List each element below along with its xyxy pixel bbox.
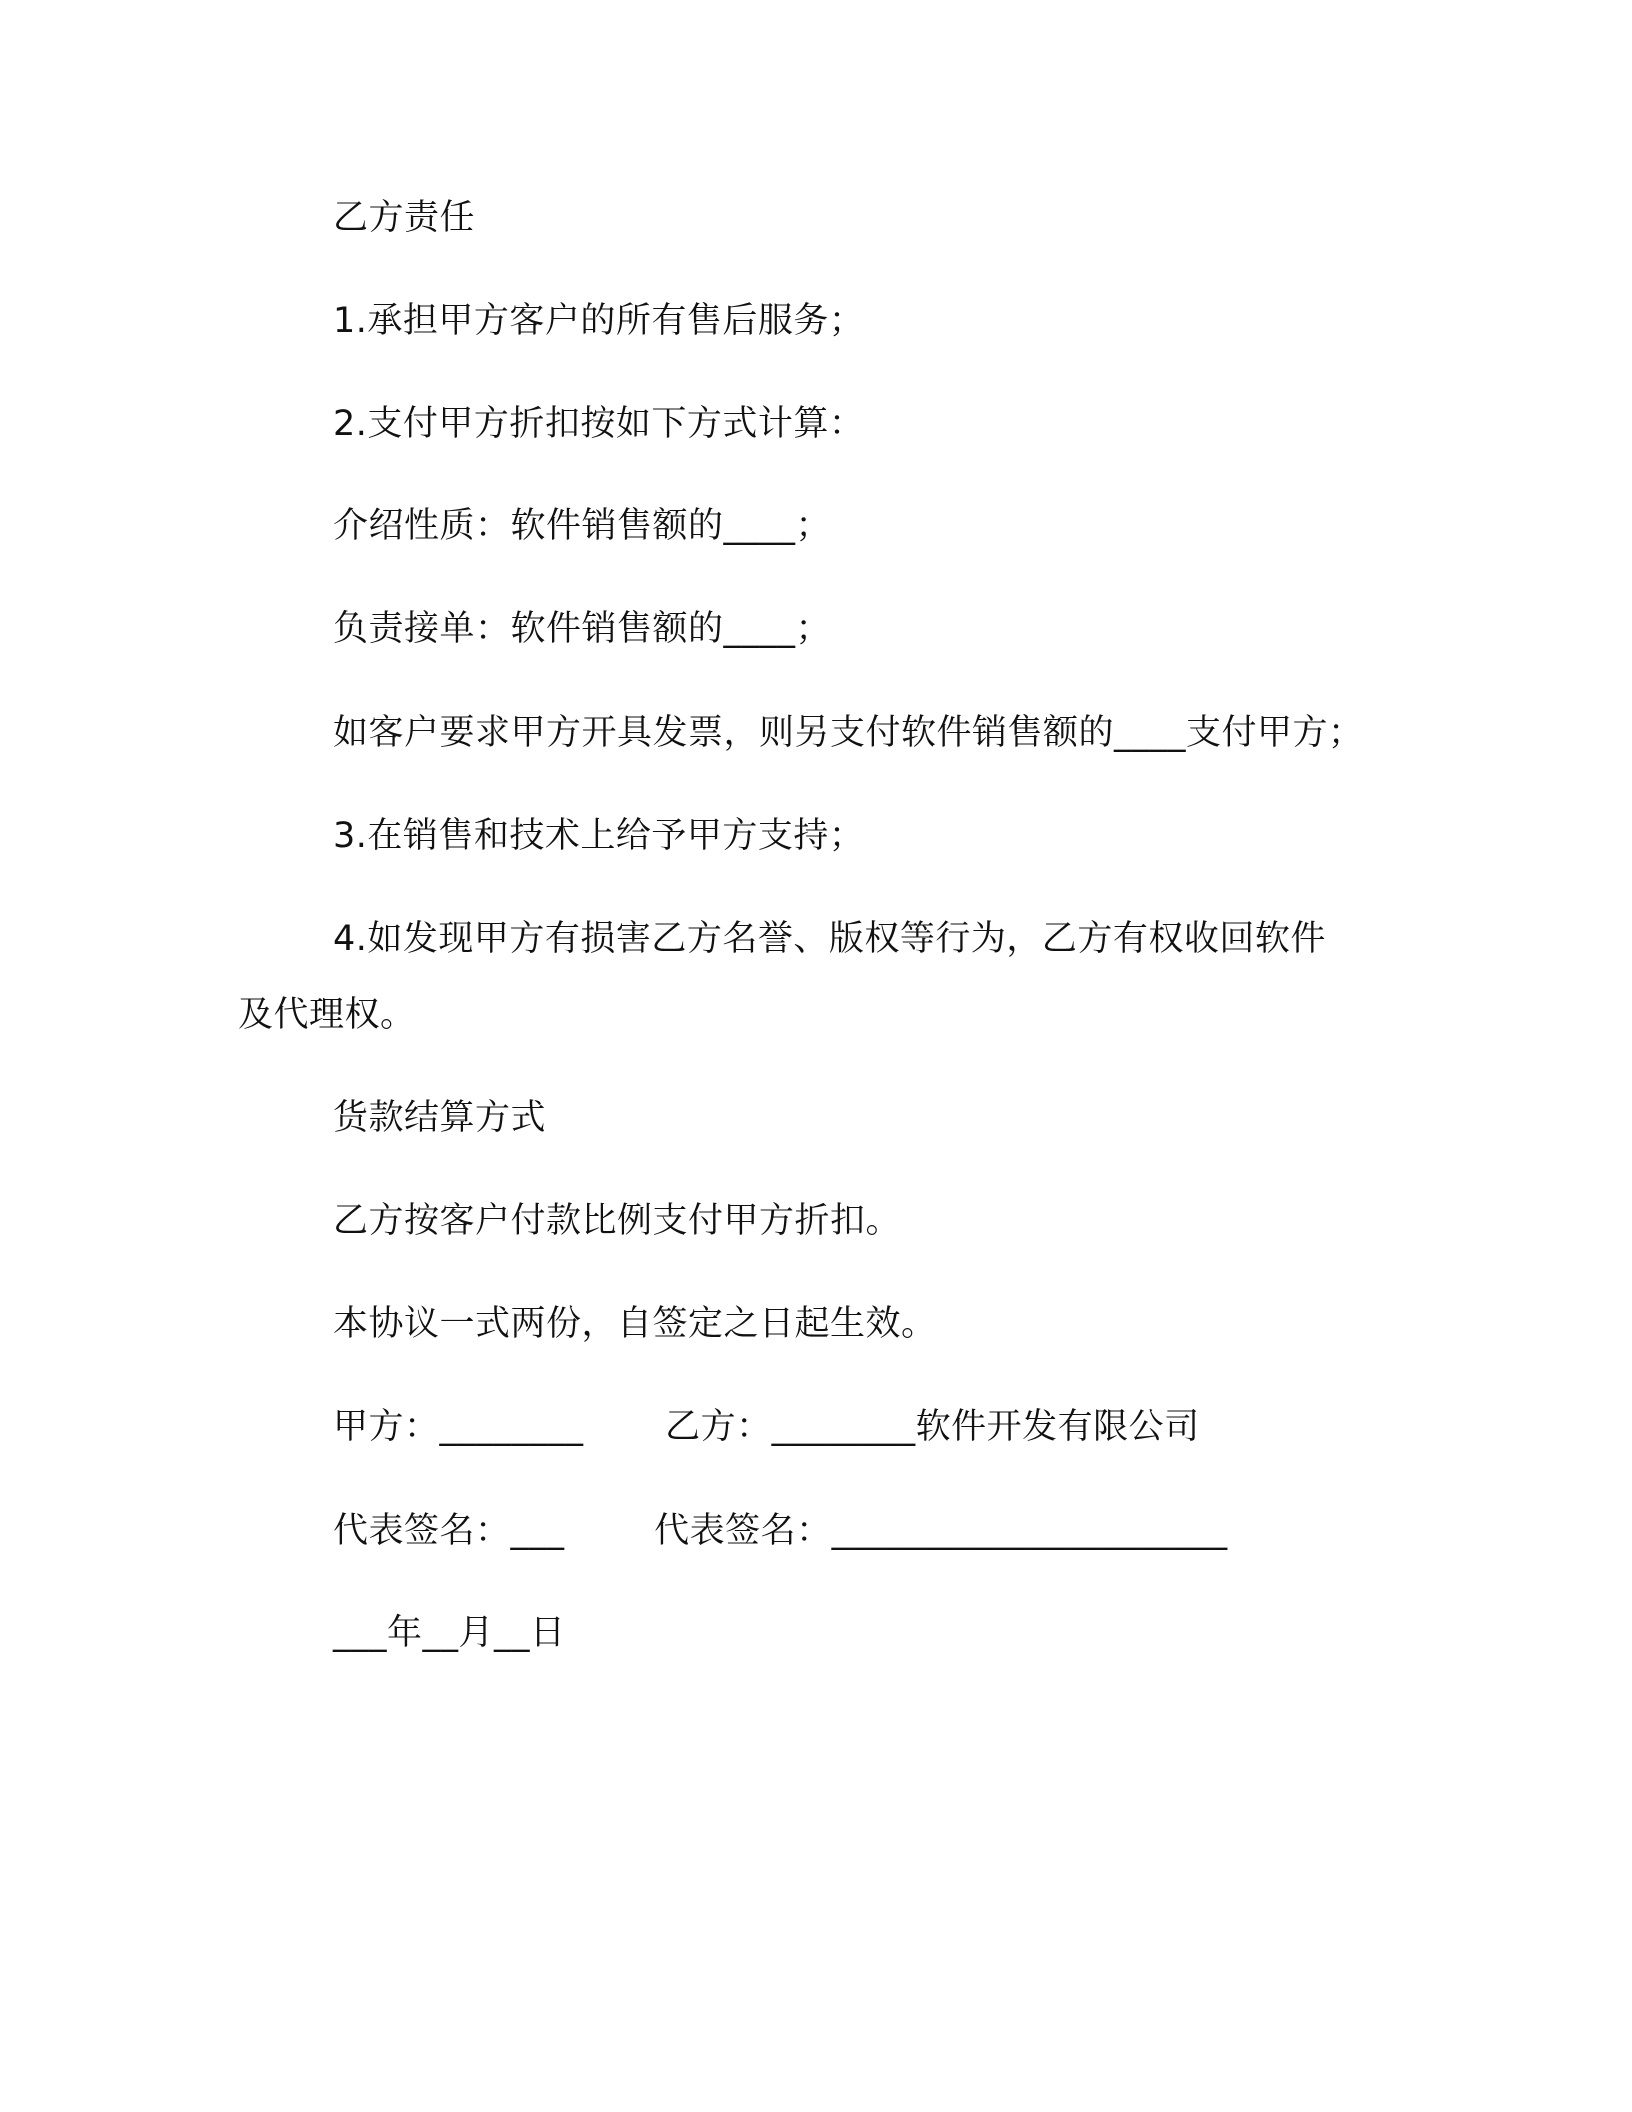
party-line: [333, 1405, 1200, 1449]
clause-3: 3.在销售和技术上给予甲方支持；: [333, 816, 865, 856]
validity-text: 本协议一式两份，自签定之日起生效。: [333, 1304, 937, 1344]
party-b: 乙方：________软件开发有限公司: [665, 1407, 1200, 1447]
section-heading-party-b-duties: 乙方责任: [333, 198, 476, 238]
clause-2: 2.支付甲方折扣按如下方式计算：: [333, 404, 865, 444]
party-a: 甲方：________: [333, 1407, 584, 1447]
payment-text: 乙方按客户付款比例支付甲方折扣。: [333, 1201, 902, 1241]
rate-order-handling: 负责接单：软件销售额的____；: [333, 609, 832, 649]
rate-invoice: 如客户要求甲方开具发票，则另支付软件销售额的____支付甲方；: [333, 713, 1364, 753]
clause-4-line-2: 及代理权。: [238, 995, 416, 1035]
rate-introduction: 介绍性质：软件销售额的____；: [333, 506, 832, 546]
section-heading-payment: 货款结算方式: [333, 1098, 547, 1138]
signature-party-b: 代表签名：______________________: [654, 1511, 1228, 1551]
signature-party-a: 代表签名：___: [333, 1511, 565, 1551]
clause-1: 1.承担甲方客户的所有售后服务；: [333, 301, 865, 341]
date-line: ___年__月__日: [333, 1613, 566, 1653]
signature-line: [333, 1509, 1228, 1553]
clause-4-line-1: 4.如发现甲方有损害乙方名誉、版权等行为，乙方有权收回软件: [333, 919, 1326, 959]
